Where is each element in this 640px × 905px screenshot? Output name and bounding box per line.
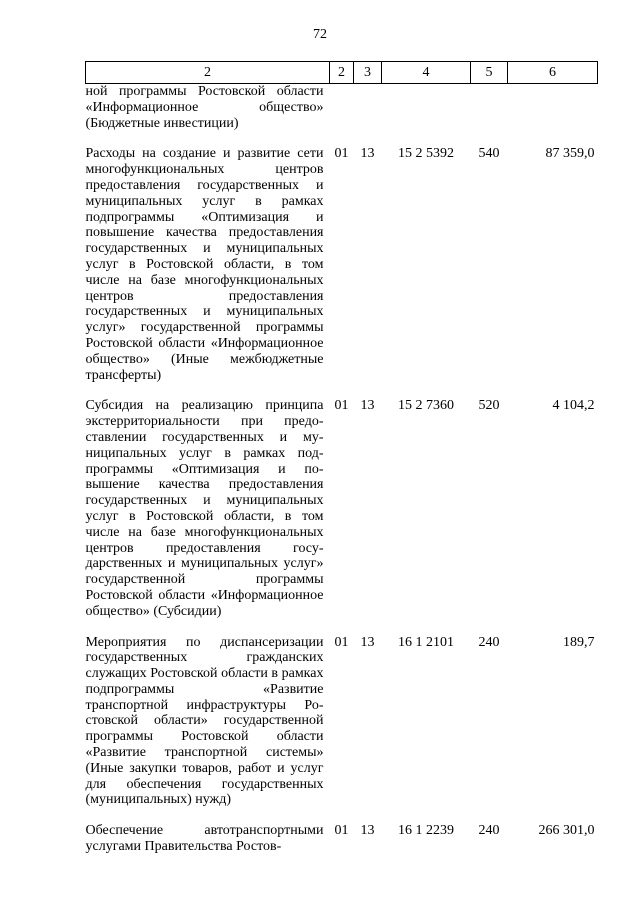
- table-header-row: [86, 62, 598, 84]
- row-expense-type: [471, 84, 508, 147]
- table-row: [86, 823, 598, 855]
- row-target-article: 16 1 2101: [398, 634, 454, 650]
- row-target-article: 16 1 2239: [398, 823, 454, 839]
- row-amount: 87 359,0: [545, 146, 595, 162]
- header-col-subsection: 3: [354, 62, 382, 84]
- row-section: 01: [334, 146, 349, 162]
- header-col-expense-type: 5: [471, 62, 508, 84]
- row-expense-type: 540: [478, 146, 500, 162]
- row-section: 01: [334, 634, 349, 650]
- row-subsection: [354, 84, 382, 147]
- row-description: Расходы на создание и развитие сети многофункциональных центров предоставления государственных и муниципальных услуг в рамках подпрограммы «Оптимизация и повышение качества предоставления государственных и муниципальных услуг в Ростовской области, в том числе на базе многофункциональных центров предоставления государственных и муниципальных услуг» государственной программы Ростовской области «Информационное общество» (Иные межбюджетные трансферты): [85, 146, 324, 383]
- row-subsection: 13: [360, 823, 375, 839]
- row-expense-type: 520: [478, 398, 500, 414]
- row-amount: 266 301,0: [538, 823, 595, 839]
- header-col-section: 2: [330, 62, 354, 84]
- row-section: [330, 84, 354, 147]
- row-amount: 4 104,2: [552, 398, 595, 414]
- row-subsection: 13: [360, 634, 375, 650]
- row-expense-type: 240: [478, 823, 500, 839]
- table-row: [86, 398, 598, 634]
- row-subsection: 13: [360, 146, 375, 162]
- row-section: 01: [334, 398, 349, 414]
- budget-table: [85, 61, 598, 855]
- row-expense-type: 240: [478, 634, 500, 650]
- table-row: [86, 146, 598, 398]
- table-row: [86, 84, 598, 147]
- table-row: [86, 635, 598, 824]
- row-target-article: 15 2 7360: [398, 398, 454, 414]
- header-col-amount: 6: [508, 62, 598, 84]
- header-col-description: 2: [86, 62, 330, 84]
- header-col-target-article: 4: [382, 62, 471, 84]
- row-target-article: 15 2 5392: [398, 146, 454, 162]
- row-description: ной программы Ростовской области «Информационное общество» (Бюджетные инвестиции): [85, 84, 324, 131]
- row-description: Обеспечение автотранспортными услугами Правительства Ростов-: [85, 823, 324, 855]
- row-amount: [508, 84, 598, 147]
- row-section: 01: [334, 823, 349, 839]
- row-subsection: 13: [360, 398, 375, 414]
- row-description: Субсидия на реализацию принципа экстерриториальности при предоставлении государственных и муниципальных услуг в рамках подпрограммы «Оптимизация и повышение качества предоставления государственных и муниципальных услуг в Ростовской области, в том числе на базе многофункциональных центров предоставления государственных и муниципальных услуг» государственной программы Ростовской области «Информационное общество» (Субсидии): [85, 398, 324, 619]
- page-number: 72: [313, 27, 327, 42]
- row-target-article: [382, 84, 471, 147]
- row-amount: 189,7: [563, 634, 595, 650]
- row-description: Мероприятия по диспансеризации государственных гражданских служащих Ростовской области в рамках подпрограммы «Развитие транспортной инфраструктуры Ростовской области» государственной программы Ростовской области «Развитие транспортной системы» (Иные закупки товаров, работ и услуг для обеспечения государственных (муниципальных) нужд): [85, 634, 324, 808]
